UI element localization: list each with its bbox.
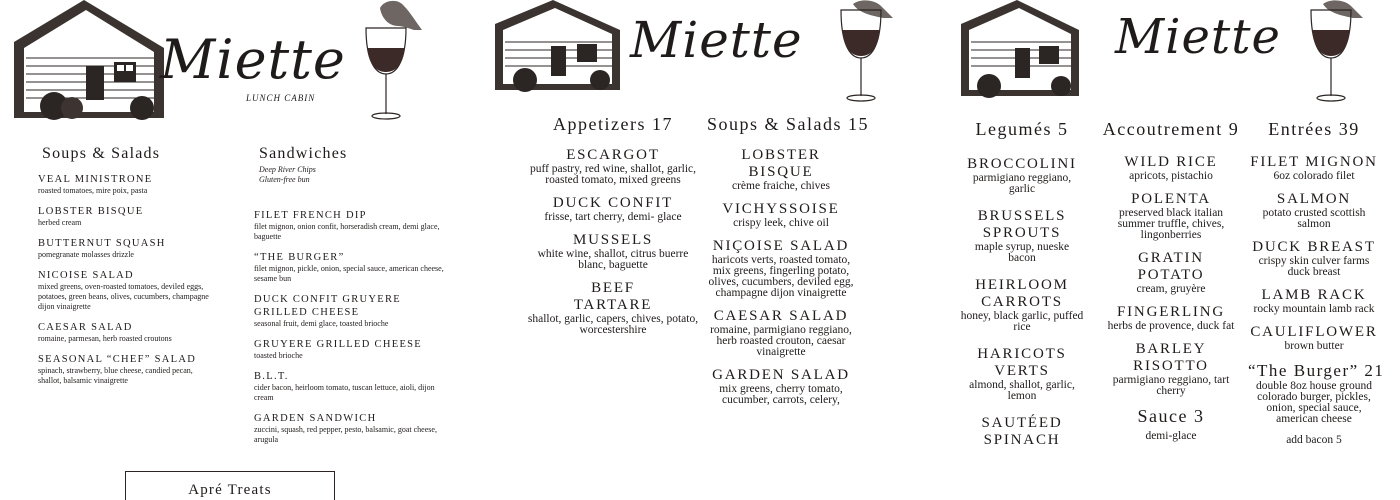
item-desc: romaine, parmesan, herb roasted croutons — [38, 334, 172, 343]
sauce-title: Sauce 3 — [1137, 406, 1205, 426]
menu-item — [38, 321, 218, 344]
item-name: FILET FRENCH DIP — [254, 210, 367, 221]
item-desc: almond, shallot, garlic, lemon — [969, 379, 1075, 402]
menu-item — [254, 370, 444, 403]
item-desc: apricots, pistachio — [1129, 170, 1213, 182]
menu-item — [707, 367, 855, 406]
item-desc: puff pastry, red wine, shallot, garlic, roasted tomato, mixed greens — [529, 163, 697, 186]
item-desc: filet mignon, pickle, onion, special sauce, american cheese, sesame bun — [254, 264, 444, 283]
item-name: VEAL MINISTRONE — [38, 174, 153, 185]
menu-item — [38, 173, 218, 196]
item-name: “THE BURGER” — [254, 252, 345, 263]
panel-subtitle: LUNCH CABIN — [246, 93, 316, 103]
item-name: POLENTA — [1131, 191, 1211, 207]
item-desc: haricots verts, roasted tomato, mix greens, fingerling potato, olives, cucumbers, deviled egg, champagne dijon vinaigrette — [708, 254, 854, 299]
item-desc: zuccini, squash, red pepper, pesto, balsamic, goat cheese, arugula — [254, 425, 437, 444]
menu-item — [1101, 304, 1241, 332]
item-desc: shallot, garlic, capers, chives, potato, worcestershire — [527, 313, 699, 336]
section-title: Soups & Salads — [42, 145, 161, 162]
menu-item — [707, 308, 855, 358]
item-desc: frisse, tart cherry, demi- glace — [544, 211, 682, 223]
menu-item — [38, 237, 218, 260]
menu-item — [525, 280, 701, 336]
menu-item — [960, 208, 1084, 264]
menu-item — [254, 412, 444, 445]
brand-logo: Miette — [630, 11, 803, 69]
menu-item — [707, 201, 855, 229]
item-desc: seasonal fruit, demi glace, toasted brioche — [254, 319, 389, 328]
menu-item — [707, 238, 855, 299]
menu-item — [707, 147, 855, 192]
menu-item — [1248, 239, 1380, 278]
item-name: DUCK BREAST — [1252, 239, 1376, 255]
menu-item — [525, 195, 701, 223]
section-title: Entrées 39 — [1268, 119, 1360, 139]
item-name: DUCK CONFIT — [552, 195, 674, 211]
menu-item — [960, 346, 1084, 402]
item-desc: brown butter — [1284, 340, 1344, 352]
item-desc: potato crusted scottish salmon — [1262, 207, 1366, 230]
section-title: Legumés 5 — [975, 119, 1069, 139]
item-name: FINGERLING — [1117, 304, 1225, 320]
item-name: HARICOTS VERTS — [977, 346, 1067, 379]
menu-item — [960, 415, 1084, 449]
item-desc: honey, black garlic, puffed rice — [960, 310, 1084, 333]
menu-item — [525, 147, 701, 186]
wine-glass-bird-illustration — [837, 0, 897, 105]
item-name: BRUSSELS SPROUTS — [977, 208, 1067, 241]
cabin-illustration — [495, 0, 620, 92]
item-name: SALMON — [1276, 191, 1352, 207]
item-name: BEEF TARTARE — [573, 280, 653, 313]
item-name: BROCCOLINI — [967, 156, 1077, 172]
item-name: LOBSTER BISQUE — [741, 147, 821, 180]
wine-glass-bird-illustration — [362, 0, 426, 128]
menu-item — [38, 269, 218, 312]
item-desc: parmigiano reggiano, tart cherry — [1112, 374, 1230, 397]
item-name: VICHYSSOISE — [722, 201, 840, 217]
item-name: SEASONAL “CHEF” SALAD — [38, 354, 197, 365]
sauce-desc: demi-glace — [1145, 430, 1197, 442]
item-desc: herbs de provence, duck fat — [1107, 320, 1235, 332]
brand-logo: Miette — [1115, 9, 1281, 65]
item-name: BARLEY RISOTTO — [1133, 341, 1209, 374]
menu-panel-appetizers — [485, 0, 940, 500]
menu-item — [254, 209, 444, 242]
lunch-soups-salads-section — [38, 145, 218, 395]
section-note: Deep River Chips — [259, 165, 316, 174]
entrees-section — [1248, 119, 1385, 446]
item-desc: maple syrup, nueske bacon — [974, 241, 1070, 264]
section-title: Soups & Salads 15 — [707, 114, 870, 134]
item-name: CAESAR SALAD — [38, 322, 133, 333]
item-name: GARDEN SANDWICH — [254, 413, 377, 424]
item-desc: filet mignon, onion confit, horseradish cream, demi glace, baguette — [254, 222, 440, 241]
menu-item — [525, 232, 701, 271]
soups-salads-section — [707, 114, 870, 415]
item-desc: crispy leek, chive oil — [733, 217, 829, 229]
menu-item — [960, 277, 1084, 333]
item-desc: spinach, strawberry, blue cheese, candied pecan, shallot, balsamic vinaigrette — [38, 366, 193, 385]
burger-title: “The Burger” 21 — [1248, 361, 1385, 380]
item-name: NIÇOISE SALAD — [712, 238, 850, 254]
item-name: CAULIFLOWER — [1250, 324, 1378, 340]
section-title: Sandwiches — [259, 145, 348, 162]
menu-item — [1101, 191, 1241, 241]
item-name: LAMB RACK — [1261, 287, 1367, 303]
brand-logo: Miette — [160, 28, 346, 91]
item-desc: preserved black italian summer truffle, chives, lingonberries — [1117, 207, 1225, 241]
item-desc: mix greens, cherry tomato, cucumber, carrots, celery, — [719, 383, 843, 406]
item-name: GRATIN POTATO — [1137, 250, 1205, 283]
item-name: ESCARGOT — [566, 147, 660, 163]
accoutrement-section — [1101, 119, 1241, 442]
item-name: CAESAR SALAD — [713, 308, 849, 324]
menu-panel-entrees — [955, 0, 1400, 500]
item-desc: romaine, parmigiano reggiano, herb roasted crouton, caesar vinaigrette — [710, 324, 852, 358]
menu-item — [1248, 154, 1380, 182]
item-desc: crispy skin culver farms duck breast — [1258, 255, 1370, 278]
menu-item — [1101, 341, 1241, 397]
section-title: Accoutrement 9 — [1102, 119, 1240, 139]
lunch-sandwiches-section — [254, 145, 444, 454]
section-note: Gluten-free bun — [259, 175, 310, 184]
section-title: Appetizers 17 — [553, 114, 673, 134]
item-name: LOBSTER BISQUE — [38, 206, 144, 217]
item-desc: crème fraiche, chives — [731, 180, 830, 192]
item-name: DUCK CONFIT GRUYERE GRILLED CHEESE — [254, 294, 402, 318]
menu-item — [1101, 154, 1241, 182]
item-desc: roasted tomatoes, mire poix, pasta — [38, 186, 148, 195]
menu-item — [1248, 324, 1380, 352]
item-desc: herbed cream — [38, 218, 82, 227]
menu-item — [38, 353, 218, 386]
item-name: FILET MIGNON — [1250, 154, 1378, 170]
item-desc: 6oz colorado filet — [1273, 170, 1355, 182]
item-name: BUTTERNUT SQUASH — [38, 238, 166, 249]
burger-desc: double 8oz house ground colorado burger, pickles, onion, special sauce, american cheese — [1256, 380, 1372, 425]
item-name: GRUYERE GRILLED CHEESE — [254, 339, 423, 350]
wine-glass-bird-illustration — [1307, 0, 1367, 105]
apre-treats-box — [125, 471, 335, 500]
cabin-illustration — [14, 0, 164, 120]
legumes-section — [960, 119, 1084, 458]
menu-item — [38, 205, 218, 228]
appetizers-section — [525, 114, 701, 345]
menu-item — [254, 251, 444, 284]
item-name: SAUTÉED SPINACH — [981, 415, 1063, 448]
item-desc: parmigiano reggiano, garlic — [972, 172, 1072, 195]
cabin-illustration — [961, 0, 1079, 98]
addon-note: add bacon 5 — [1286, 434, 1342, 446]
item-desc: rocky mountain lamb rack — [1253, 303, 1375, 315]
menu-item — [960, 156, 1084, 195]
item-name: NICOISE SALAD — [38, 270, 134, 281]
item-name: WILD RICE — [1124, 154, 1218, 170]
item-name: B.L.T. — [254, 371, 289, 382]
menu-item — [1248, 191, 1380, 230]
menu-item — [1248, 287, 1380, 315]
item-desc: cream, gruyère — [1136, 283, 1206, 295]
item-name: HEIRLOOM CARROTS — [975, 277, 1069, 310]
menu-item — [1101, 250, 1241, 295]
item-name: MUSSELS — [572, 232, 654, 248]
menu-item — [254, 338, 444, 361]
item-desc: pomegranate molasses drizzle — [38, 250, 134, 259]
item-name: GARDEN SALAD — [712, 367, 850, 383]
section-title: Apré Treats — [188, 482, 272, 498]
item-desc: white wine, shallot, citrus buerre blanc, baguette — [537, 248, 689, 271]
menu-panel-lunch — [0, 0, 470, 500]
item-desc: mixed greens, oven-roasted tomatoes, deviled eggs, potatoes, green beans, olives, cucumbers, champagne dijon vinaigrette — [38, 282, 209, 311]
item-desc: toasted brioche — [254, 351, 303, 360]
item-desc: cider bacon, heirloom tomato, tuscan lettuce, aioli, dijon cream — [254, 383, 435, 402]
menu-item — [254, 293, 444, 329]
